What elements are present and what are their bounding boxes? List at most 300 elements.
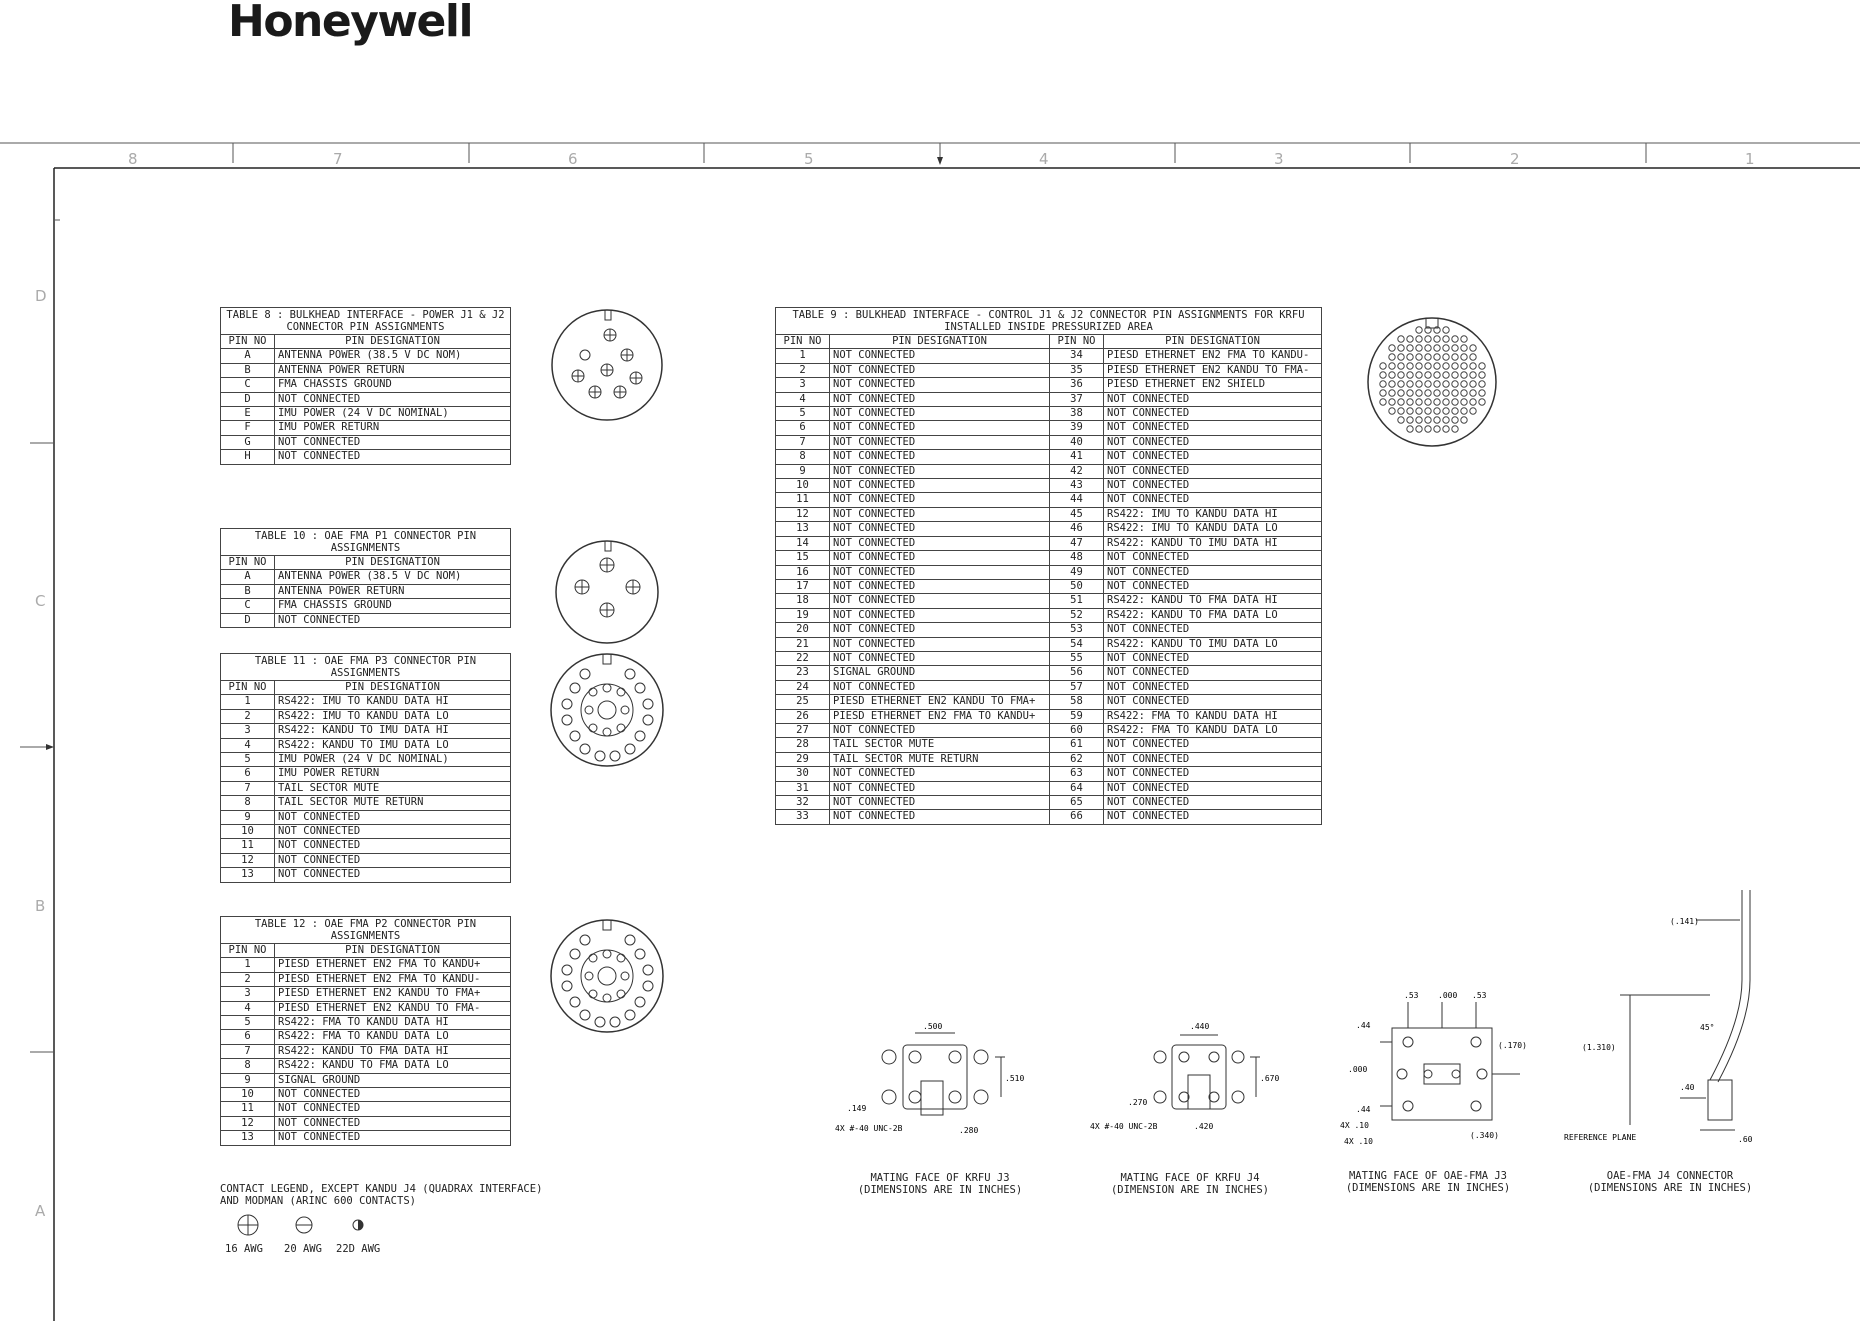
krfu-j3-dim-width: .500 <box>923 1022 943 1031</box>
table-row <box>221 1073 511 1087</box>
pin-designation-cell: RS422: IMU TO KANDU DATA HI <box>1104 507 1322 521</box>
pin-designation-cell: PIESD ETHERNET EN2 KANDU TO FMA- <box>1104 363 1322 377</box>
pin-number-cell: 16 <box>776 565 830 579</box>
oae-fma-j3-mating-face-drawing <box>1320 980 1540 1150</box>
zone-label-6: 6 <box>568 150 578 168</box>
pin-number-cell: 7 <box>221 1044 275 1058</box>
pin-designation-cell: NOT CONNECTED <box>830 623 1050 637</box>
pin-number-cell: 1 <box>221 958 275 972</box>
pin-number-cell: 7 <box>776 435 830 449</box>
pin-designation-cell: NOT CONNECTED <box>275 1131 511 1145</box>
contact-legend-22awg-label: 22D AWG <box>336 1243 381 1255</box>
table-row <box>776 623 1322 637</box>
zone-label-2: 2 <box>1510 150 1520 168</box>
pin-number-cell: E <box>221 407 275 421</box>
pin-number-cell: 65 <box>1050 796 1104 810</box>
table-row <box>221 695 511 709</box>
table-row <box>221 349 511 363</box>
table-row <box>221 781 511 795</box>
connector-face-j1-j2-control <box>1360 312 1510 452</box>
pin-designation-cell: IMU POWER (24 V DC NOMINAL) <box>275 407 511 421</box>
table-row <box>776 349 1322 363</box>
pin-designation-cell: NOT CONNECTED <box>275 1088 511 1102</box>
table-row <box>221 407 511 421</box>
table-12-fma-p2-pin-assignments <box>220 916 511 1146</box>
pin-designation-cell: RS422: KANDU TO IMU DATA LO <box>1104 637 1322 651</box>
pin-designation-cell: NOT CONNECTED <box>1104 392 1322 406</box>
krfu-j4-dim-height: .670 <box>1260 1074 1280 1083</box>
pin-designation-cell: NOT CONNECTED <box>830 781 1050 795</box>
pin-number-cell: 12 <box>776 507 830 521</box>
pin-designation-cell: NOT CONNECTED <box>830 579 1050 593</box>
pin-designation-cell: NOT CONNECTED <box>275 450 511 464</box>
table-row <box>221 570 511 584</box>
table-row <box>776 479 1322 493</box>
pin-designation-cell: NOT CONNECTED <box>1104 464 1322 478</box>
table-row <box>221 1001 511 1015</box>
pin-number-cell: 22 <box>776 651 830 665</box>
pin-number-cell: 12 <box>221 1116 275 1130</box>
oae-j3-caption-line1: MATING FACE OF OAE-FMA J3 <box>1348 1170 1508 1182</box>
pin-designation-cell: NOT CONNECTED <box>275 853 511 867</box>
pin-designation-cell: IMU POWER RETURN <box>275 421 511 435</box>
pin-designation-cell: NOT CONNECTED <box>1104 551 1322 565</box>
pin-number-cell: 19 <box>776 608 830 622</box>
pin-designation-cell: NOT CONNECTED <box>830 723 1050 737</box>
table-row <box>221 613 511 627</box>
pin-designation-cell: NOT CONNECTED <box>1104 680 1322 694</box>
oae-j3-dim-pitch: (.340) <box>1470 1131 1499 1140</box>
pin-number-cell: A <box>221 349 275 363</box>
krfu-j4-caption-line1: MATING FACE OF KRFU J4 <box>1120 1172 1260 1184</box>
pin-number-cell: 9 <box>221 810 275 824</box>
pin-number-cell: 32 <box>776 796 830 810</box>
pin-number-cell: F <box>221 421 275 435</box>
pin-designation-cell: ANTENNA POWER RETURN <box>275 584 511 598</box>
pin-number-cell: H <box>221 450 275 464</box>
pin-designation-cell: NOT CONNECTED <box>275 839 511 853</box>
table-row <box>221 738 511 752</box>
pin-designation-cell: NOT CONNECTED <box>830 522 1050 536</box>
table-row <box>221 796 511 810</box>
pin-number-cell: 1 <box>221 695 275 709</box>
pin-number-cell: 45 <box>1050 507 1104 521</box>
pin-designation-cell: NOT CONNECTED <box>1104 479 1322 493</box>
pin-designation-cell: NOT CONNECTED <box>1104 666 1322 680</box>
table-10-fma-p1-pin-assignments <box>220 528 511 628</box>
pin-designation-cell: NOT CONNECTED <box>830 796 1050 810</box>
pin-number-cell: 25 <box>776 695 830 709</box>
pin-number-cell: 6 <box>221 767 275 781</box>
krfu-j4-caption-line2: (DIMENSION ARE IN INCHES) <box>1110 1184 1270 1196</box>
pin-designation-cell: TAIL SECTOR MUTE RETURN <box>275 796 511 810</box>
pin-designation-cell: NOT CONNECTED <box>830 565 1050 579</box>
pin-number-cell: 13 <box>221 868 275 882</box>
pin-designation-cell: TAIL SECTOR MUTE RETURN <box>830 752 1050 766</box>
table-row <box>776 695 1322 709</box>
pin-designation-cell: NOT CONNECTED <box>1104 435 1322 449</box>
zone-label-d: D <box>35 287 47 305</box>
pin-number-cell: 9 <box>221 1073 275 1087</box>
pin-designation-cell: NOT CONNECTED <box>830 435 1050 449</box>
pin-designation-cell: IMU POWER (24 V DC NOMINAL) <box>275 753 511 767</box>
krfu-j3-caption-line2: (DIMENSIONS ARE IN INCHES) <box>857 1184 1023 1196</box>
pin-number-cell: 5 <box>221 753 275 767</box>
pin-designation-cell: NOT CONNECTED <box>830 464 1050 478</box>
table-row <box>776 752 1322 766</box>
krfu-j3-dim-offset: .149 <box>847 1104 867 1113</box>
pin-number-cell: 8 <box>776 450 830 464</box>
table-8-caption: TABLE 8 : BULKHEAD INTERFACE - POWER J1 & J2 CONNECTOR PIN ASSIGNMENTS <box>220 307 511 334</box>
table-10-designation-header: PIN DESIGNATION <box>275 556 511 570</box>
pin-designation-cell: NOT CONNECTED <box>1104 623 1322 637</box>
pin-number-cell: 41 <box>1050 450 1104 464</box>
table-row <box>221 1016 511 1030</box>
table-row <box>776 464 1322 478</box>
pin-number-cell: 37 <box>1050 392 1104 406</box>
pin-designation-cell: NOT CONNECTED <box>830 349 1050 363</box>
table-row <box>221 987 511 1001</box>
pin-designation-cell: PIESD ETHERNET EN2 KANDU TO FMA+ <box>275 987 511 1001</box>
pin-number-cell: 18 <box>776 594 830 608</box>
table-row <box>221 724 511 738</box>
pin-designation-cell: ANTENNA POWER (38.5 V DC NOM) <box>275 349 511 363</box>
pin-designation-cell: IMU POWER RETURN <box>275 767 511 781</box>
pin-designation-cell: RS422: KANDU TO IMU DATA HI <box>1104 536 1322 550</box>
table-row <box>221 363 511 377</box>
connector-face-fma-p2 <box>545 918 675 1038</box>
table-12-designation-header: PIN DESIGNATION <box>275 944 511 958</box>
pin-number-cell: 4 <box>221 1001 275 1015</box>
table-8-power-pin-assignments <box>220 307 511 465</box>
pin-designation-cell: TAIL SECTOR MUTE <box>275 781 511 795</box>
pin-designation-cell: NOT CONNECTED <box>1104 450 1322 464</box>
pin-number-cell: 34 <box>1050 349 1104 363</box>
pin-designation-cell: NOT CONNECTED <box>275 613 511 627</box>
pin-designation-cell: NOT CONNECTED <box>830 450 1050 464</box>
pin-number-cell: 24 <box>776 680 830 694</box>
contact-legend-symbols <box>230 1212 380 1238</box>
table-row <box>221 767 511 781</box>
pin-designation-cell: FMA CHASSIS GROUND <box>275 599 511 613</box>
table-row <box>776 723 1322 737</box>
table-row <box>776 507 1322 521</box>
pin-number-cell: 28 <box>776 738 830 752</box>
pin-designation-cell: NOT CONNECTED <box>275 868 511 882</box>
pin-designation-cell: RS422: IMU TO KANDU DATA LO <box>1104 522 1322 536</box>
pin-number-cell: 10 <box>221 1088 275 1102</box>
table-9-pin-header-left: PIN NO <box>776 335 830 349</box>
table-11-designation-header: PIN DESIGNATION <box>275 681 511 695</box>
pin-number-cell: 11 <box>221 839 275 853</box>
pin-designation-cell: NOT CONNECTED <box>830 810 1050 824</box>
pin-number-cell: 35 <box>1050 363 1104 377</box>
pin-number-cell: 10 <box>776 479 830 493</box>
pin-number-cell: C <box>221 599 275 613</box>
table-row <box>221 1088 511 1102</box>
pin-number-cell: 38 <box>1050 407 1104 421</box>
pin-number-cell: 48 <box>1050 551 1104 565</box>
pin-number-cell: 52 <box>1050 608 1104 622</box>
pin-designation-cell: NOT CONNECTED <box>1104 796 1322 810</box>
oae-j3-dim-right: .53 <box>1472 991 1487 1000</box>
pin-number-cell: 8 <box>221 796 275 810</box>
oae-j3-dim-top: .44 <box>1356 1021 1371 1030</box>
krfu-j4-dim-offset: .270 <box>1128 1098 1148 1107</box>
pin-number-cell: 40 <box>1050 435 1104 449</box>
table-row <box>776 637 1322 651</box>
table-row <box>776 594 1322 608</box>
oae-j4-reference-plane: REFERENCE PLANE <box>1564 1133 1637 1142</box>
pin-designation-cell: PIESD ETHERNET EN2 FMA TO KANDU- <box>275 972 511 986</box>
oae-j4-caption-line1: OAE-FMA J4 CONNECTOR <box>1606 1170 1734 1182</box>
pin-number-cell: 66 <box>1050 810 1104 824</box>
pin-designation-cell: NOT CONNECTED <box>1104 421 1322 435</box>
pin-number-cell: 5 <box>776 407 830 421</box>
table-8-pin-header: PIN NO <box>221 335 275 349</box>
table-12-caption: TABLE 12 : OAE FMA P2 CONNECTOR PIN ASSIGNMENTS <box>220 916 511 943</box>
pin-number-cell: 47 <box>1050 536 1104 550</box>
table-row <box>221 1131 511 1145</box>
table-row <box>221 825 511 839</box>
pin-designation-cell: SIGNAL GROUND <box>275 1073 511 1087</box>
table-11-caption: TABLE 11 : OAE FMA P3 CONNECTOR PIN ASSIGNMENTS <box>220 653 511 680</box>
krfu-j4-dim-slot: .420 <box>1194 1122 1214 1131</box>
table-row <box>776 551 1322 565</box>
table-12-pin-header: PIN NO <box>221 944 275 958</box>
table-row <box>776 421 1322 435</box>
zone-label-1: 1 <box>1745 150 1755 168</box>
table-8-designation-header: PIN DESIGNATION <box>275 335 511 349</box>
pin-number-cell: 36 <box>1050 378 1104 392</box>
pin-number-cell: 4 <box>221 738 275 752</box>
pin-number-cell: G <box>221 435 275 449</box>
pin-number-cell: 17 <box>776 579 830 593</box>
pin-number-cell: 42 <box>1050 464 1104 478</box>
oae-j3-dim-bottom: .44 <box>1356 1105 1371 1114</box>
pin-designation-cell: NOT CONNECTED <box>1104 695 1322 709</box>
pin-number-cell: 53 <box>1050 623 1104 637</box>
zone-label-5: 5 <box>804 150 814 168</box>
pin-number-cell: 43 <box>1050 479 1104 493</box>
pin-number-cell: 57 <box>1050 680 1104 694</box>
oae-fma-j4-connector-drawing <box>1560 880 1800 1160</box>
table-row <box>776 493 1322 507</box>
table-row <box>776 378 1322 392</box>
pin-designation-cell: NOT CONNECTED <box>830 507 1050 521</box>
pin-designation-cell: PIESD ETHERNET EN2 KANDU TO FMA- <box>275 1001 511 1015</box>
table-10-caption: TABLE 10 : OAE FMA P1 CONNECTOR PIN ASSIGNMENTS <box>220 528 511 555</box>
zone-label-c: C <box>35 592 46 610</box>
pin-number-cell: A <box>221 570 275 584</box>
oae-j3-dim-origin: .000 <box>1348 1065 1368 1074</box>
table-row <box>776 796 1322 810</box>
table-row <box>221 753 511 767</box>
table-row <box>776 579 1322 593</box>
pin-designation-cell: RS422: KANDU TO FMA DATA LO <box>1104 608 1322 622</box>
pin-designation-cell: PIESD ETHERNET EN2 FMA TO KANDU+ <box>275 958 511 972</box>
table-row <box>776 363 1322 377</box>
pin-number-cell: 8 <box>221 1059 275 1073</box>
pin-number-cell: 59 <box>1050 709 1104 723</box>
table-9-caption: TABLE 9 : BULKHEAD INTERFACE - CONTROL J1 & J2 CONNECTOR PIN ASSIGNMENTS FOR KRFU INSTALLED INSIDE PRESSURIZED AREA <box>775 307 1322 334</box>
pin-designation-cell: NOT CONNECTED <box>275 825 511 839</box>
pin-designation-cell: NOT CONNECTED <box>1104 767 1322 781</box>
pin-designation-cell: PIESD ETHERNET EN2 KANDU TO FMA+ <box>830 695 1050 709</box>
pin-designation-cell: NOT CONNECTED <box>1104 651 1322 665</box>
table-row <box>776 738 1322 752</box>
table-row <box>221 378 511 392</box>
pin-number-cell: 2 <box>221 709 275 723</box>
table-row <box>221 1116 511 1130</box>
pin-number-cell: 30 <box>776 767 830 781</box>
pin-designation-cell: PIESD ETHERNET EN2 FMA TO KANDU+ <box>830 709 1050 723</box>
pin-designation-cell: NOT CONNECTED <box>275 1116 511 1130</box>
pin-number-cell: 44 <box>1050 493 1104 507</box>
pin-designation-cell: NOT CONNECTED <box>1104 565 1322 579</box>
pin-designation-cell: NOT CONNECTED <box>830 594 1050 608</box>
oae-j4-dim-length: (1.310) <box>1582 1043 1616 1052</box>
pin-designation-cell: NOT CONNECTED <box>275 392 511 406</box>
table-row <box>221 709 511 723</box>
table-9-designation-header-right: PIN DESIGNATION <box>1104 335 1322 349</box>
zone-label-7: 7 <box>333 150 343 168</box>
pin-number-cell: 46 <box>1050 522 1104 536</box>
connector-face-j1-j2-power <box>545 300 675 430</box>
table-row <box>221 392 511 406</box>
pin-number-cell: 33 <box>776 810 830 824</box>
pin-designation-cell: NOT CONNECTED <box>830 767 1050 781</box>
pin-designation-cell: RS422: FMA TO KANDU DATA HI <box>275 1016 511 1030</box>
zone-label-8: 8 <box>128 150 138 168</box>
table-row <box>221 839 511 853</box>
pin-number-cell: 29 <box>776 752 830 766</box>
pin-designation-cell: NOT CONNECTED <box>830 363 1050 377</box>
krfu-j4-dim-thread: 4X #-40 UNC-2B <box>1090 1122 1158 1131</box>
pin-designation-cell: RS422: FMA TO KANDU DATA HI <box>1104 709 1322 723</box>
pin-number-cell: 5 <box>221 1016 275 1030</box>
pin-number-cell: 11 <box>776 493 830 507</box>
table-row <box>776 435 1322 449</box>
pin-number-cell: D <box>221 613 275 627</box>
krfu-j3-mating-face-drawing <box>835 1015 1035 1145</box>
oae-j4-caption-line2: (DIMENSIONS ARE IN INCHES) <box>1587 1182 1753 1194</box>
oae-j3-dim-left: .53 <box>1404 991 1419 1000</box>
pin-number-cell: 50 <box>1050 579 1104 593</box>
pin-number-cell: 39 <box>1050 421 1104 435</box>
pin-number-cell: 54 <box>1050 637 1104 651</box>
table-row <box>776 407 1322 421</box>
contact-legend-title-line2: AND MODMAN (ARINC 600 CONTACTS) <box>220 1195 416 1207</box>
table-row <box>776 608 1322 622</box>
pin-number-cell: 61 <box>1050 738 1104 752</box>
honeywell-logo: Honeywell <box>228 0 473 47</box>
krfu-j4-dim-width: .440 <box>1190 1022 1210 1031</box>
pin-designation-cell: NOT CONNECTED <box>830 479 1050 493</box>
table-row <box>776 522 1322 536</box>
table-row <box>221 853 511 867</box>
pin-designation-cell: NOT CONNECTED <box>1104 579 1322 593</box>
oae-j3-caption-line2: (DIMENSIONS ARE IN INCHES) <box>1345 1182 1511 1194</box>
table-row <box>221 1059 511 1073</box>
pin-designation-cell: NOT CONNECTED <box>1104 781 1322 795</box>
table-row <box>776 450 1322 464</box>
table-row <box>776 536 1322 550</box>
pin-designation-cell: NOT CONNECTED <box>1104 738 1322 752</box>
table-row <box>221 1102 511 1116</box>
krfu-j4-mating-face-drawing <box>1090 1015 1290 1145</box>
pin-number-cell: D <box>221 392 275 406</box>
oae-j3-dim-4x-a: 4X .10 <box>1340 1121 1369 1130</box>
table-row <box>221 584 511 598</box>
pin-designation-cell: PIESD ETHERNET EN2 SHIELD <box>1104 378 1322 392</box>
pin-designation-cell: NOT CONNECTED <box>1104 752 1322 766</box>
pin-designation-cell: PIESD ETHERNET EN2 FMA TO KANDU- <box>1104 349 1322 363</box>
table-row <box>776 781 1322 795</box>
table-row <box>221 972 511 986</box>
pin-number-cell: 3 <box>776 378 830 392</box>
pin-number-cell: 3 <box>221 987 275 1001</box>
pin-number-cell: 63 <box>1050 767 1104 781</box>
table-9-control-pin-assignments <box>775 307 1322 825</box>
pin-number-cell: 15 <box>776 551 830 565</box>
pin-designation-cell: RS422: KANDU TO FMA DATA HI <box>275 1044 511 1058</box>
pin-number-cell: 13 <box>221 1131 275 1145</box>
table-10-pin-header: PIN NO <box>221 556 275 570</box>
pin-designation-cell: NOT CONNECTED <box>1104 493 1322 507</box>
pin-designation-cell: NOT CONNECTED <box>830 651 1050 665</box>
oae-j4-dim-width: .60 <box>1738 1135 1753 1144</box>
table-row <box>221 810 511 824</box>
pin-designation-cell: RS422: FMA TO KANDU DATA LO <box>1104 723 1322 737</box>
pin-number-cell: 2 <box>221 972 275 986</box>
connector-face-fma-p3 <box>545 652 675 772</box>
table-row <box>776 810 1322 824</box>
pin-number-cell: 62 <box>1050 752 1104 766</box>
zone-label-3: 3 <box>1274 150 1284 168</box>
pin-number-cell: 64 <box>1050 781 1104 795</box>
pin-number-cell: 4 <box>776 392 830 406</box>
pin-designation-cell: NOT CONNECTED <box>275 810 511 824</box>
pin-designation-cell: NOT CONNECTED <box>275 435 511 449</box>
pin-designation-cell: TAIL SECTOR MUTE <box>830 738 1050 752</box>
table-row <box>221 1044 511 1058</box>
table-row <box>221 958 511 972</box>
oae-j3-dim-slot: (.170) <box>1498 1041 1527 1050</box>
table-row <box>221 599 511 613</box>
pin-number-cell: 6 <box>776 421 830 435</box>
pin-designation-cell: NOT CONNECTED <box>830 551 1050 565</box>
pin-designation-cell: NOT CONNECTED <box>1104 810 1322 824</box>
table-row <box>221 450 511 464</box>
pin-number-cell: 49 <box>1050 565 1104 579</box>
pin-number-cell: 55 <box>1050 651 1104 665</box>
krfu-j3-caption-line1: MATING FACE OF KRFU J3 <box>870 1172 1010 1184</box>
pin-designation-cell: NOT CONNECTED <box>830 392 1050 406</box>
pin-designation-cell: NOT CONNECTED <box>1104 407 1322 421</box>
pin-number-cell: 14 <box>776 536 830 550</box>
pin-designation-cell: RS422: IMU TO KANDU DATA LO <box>275 709 511 723</box>
pin-number-cell: B <box>221 363 275 377</box>
pin-number-cell: 12 <box>221 853 275 867</box>
pin-number-cell: 31 <box>776 781 830 795</box>
pin-designation-cell: NOT CONNECTED <box>830 407 1050 421</box>
krfu-j3-dim-slot: .280 <box>959 1126 979 1135</box>
krfu-j3-dim-thread: 4X #-40 UNC-2B <box>835 1124 903 1133</box>
pin-number-cell: 60 <box>1050 723 1104 737</box>
pin-number-cell: 13 <box>776 522 830 536</box>
pin-designation-cell: NOT CONNECTED <box>830 680 1050 694</box>
